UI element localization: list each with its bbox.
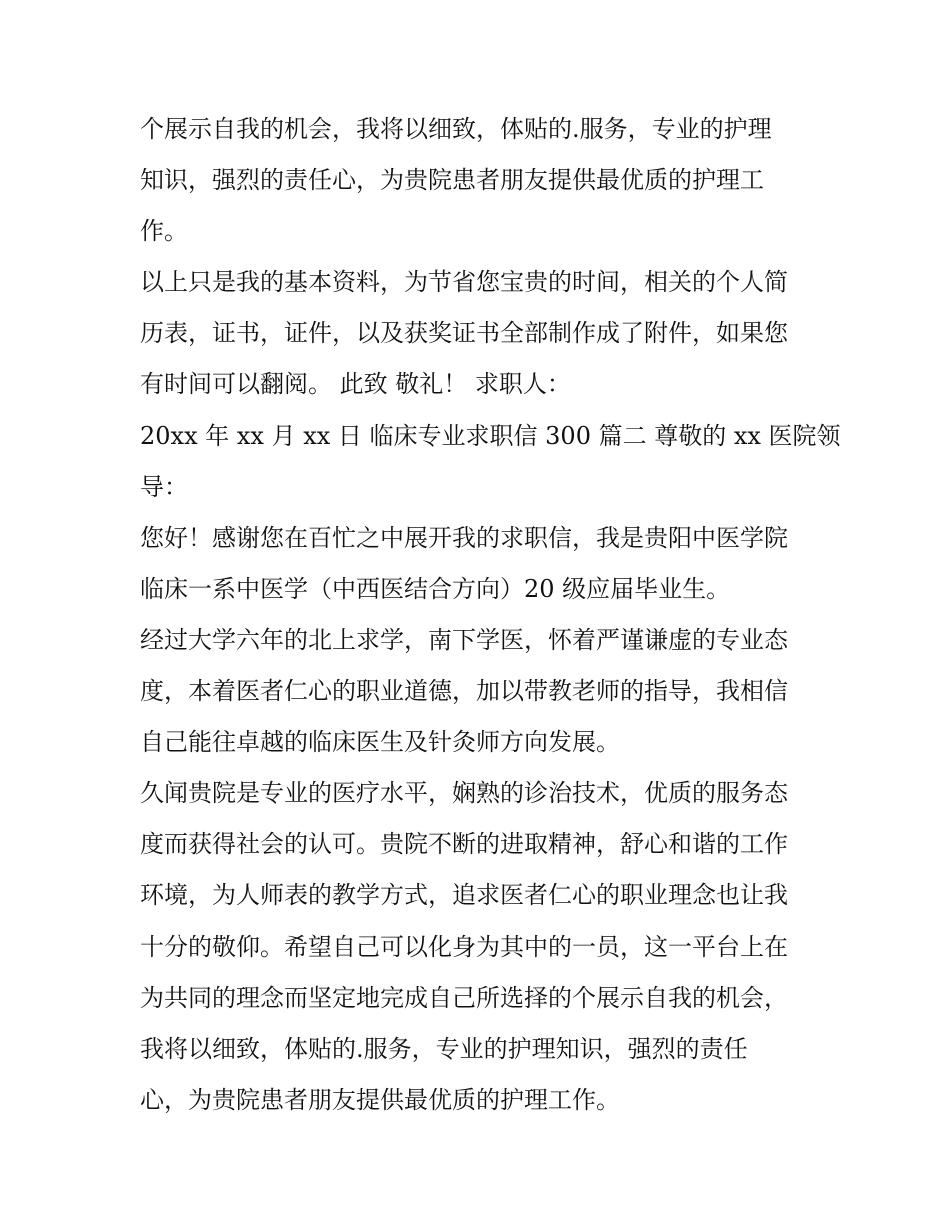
text-line: 作。 bbox=[140, 217, 188, 246]
text-line: 经过大学六年的北上求学，南下学医，怀着严谨谦虚的专业态 bbox=[140, 625, 788, 654]
text-line: 十分的敬仰。希望自己可以化身为其中的一员，这一平台上在 bbox=[140, 932, 788, 961]
text-line: 度，本着医者仁心的职业道德，加以带教老师的指导，我相信 bbox=[140, 677, 788, 706]
text-line: 环境，为人师表的教学方式，追求医者仁心的职业理念也让我 bbox=[140, 881, 788, 910]
text-line: 久闻贵院是专业的医疗水平，娴熟的诊治技术，优质的服务态 bbox=[140, 779, 788, 808]
text-line: 以上只是我的基本资料，为节省您宝贵的时间，相关的个人简 bbox=[140, 268, 788, 297]
text-line: 我将以细致，体贴的.服务，专业的护理知识，强烈的责任 bbox=[140, 1034, 748, 1063]
document-body bbox=[140, 104, 841, 1126]
text-line: 自己能往卓越的临床医生及针灸师方向发展。 bbox=[140, 728, 620, 757]
text-line: 临床一系中医学（中西医结合方向）20 级应届毕业生。 bbox=[140, 574, 731, 603]
text-line: 知识，强烈的责任心，为贵院患者朋友提供最优质的护理工 bbox=[140, 166, 764, 195]
text-line: 20xx 年 xx 月 xx 日 临床专业求职信 300 篇二 尊敬的 xx 医院领 bbox=[140, 421, 841, 450]
text-line: 导： bbox=[140, 472, 188, 501]
text-line: 历表，证书，证件，以及获奖证书全部制作成了附件，如果您 bbox=[140, 319, 788, 348]
text-line: 您好！感谢您在百忙之中展开我的求职信，我是贵阳中医学院 bbox=[140, 523, 788, 552]
text-line: 度而获得社会的认可。贵院不断的进取精神，舒心和谐的工作 bbox=[140, 830, 788, 859]
text-line: 个展示自我的机会，我将以细致，体贴的.服务，专业的护理 bbox=[140, 115, 772, 143]
text-line: 为共同的理念而坚定地完成自己所选择的个展示自我的机会， bbox=[140, 983, 788, 1012]
text-line: 心，为贵院患者朋友提供最优质的护理工作。 bbox=[140, 1085, 620, 1114]
text-line: 有时间可以翻阅。 此致 敬礼！ 求职人： bbox=[140, 370, 571, 399]
